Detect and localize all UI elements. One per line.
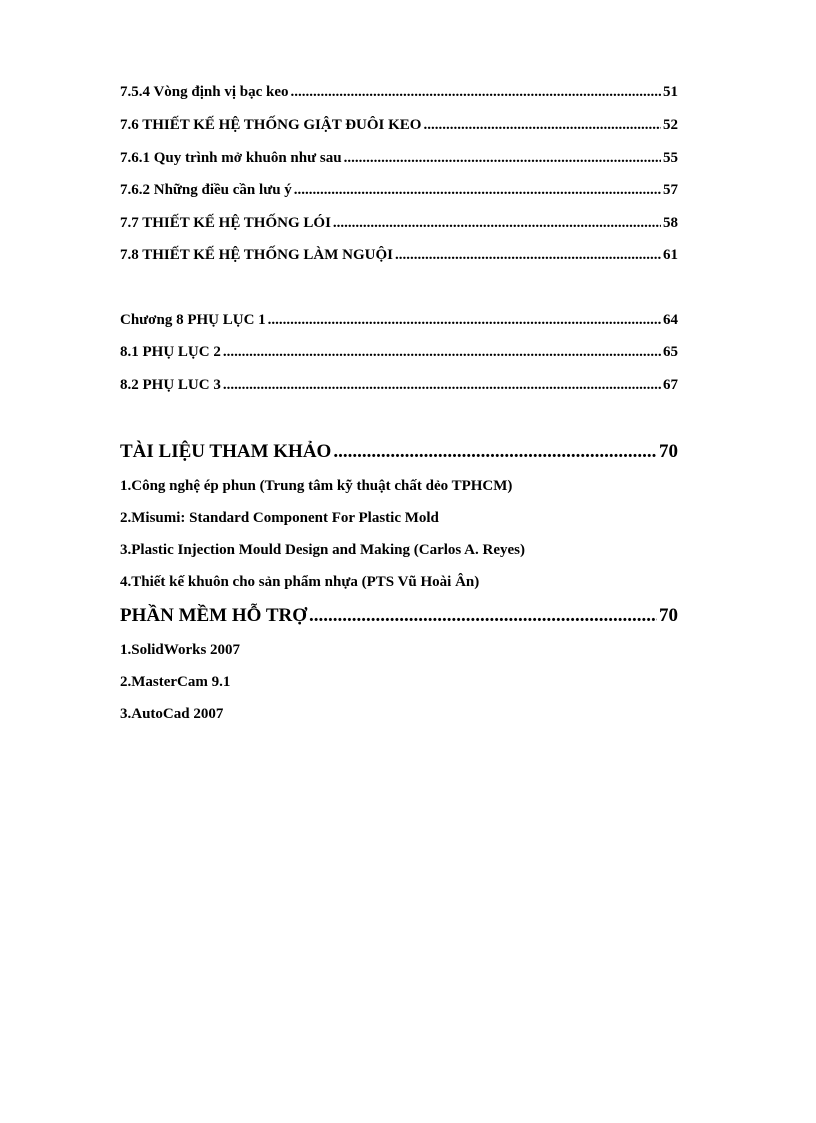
toc-entry-label: 7.7 THIẾT KẾ HỆ THỐNG LÓI xyxy=(120,215,331,231)
toc-leader-dots xyxy=(268,312,661,329)
reference-item: 1.Công nghệ ép phun (Trung tâm kỹ thuật chất dẻo TPHCM) xyxy=(120,478,513,494)
toc-entry-references[interactable] xyxy=(120,441,678,463)
toc-entry-label: TÀI LIỆU THAM KHẢO xyxy=(120,441,332,462)
toc-leader-dots xyxy=(291,84,661,101)
toc-entry-page: 64 xyxy=(663,312,678,328)
toc-entry[interactable] xyxy=(120,312,678,329)
toc-leader-dots xyxy=(223,377,661,394)
toc-entry[interactable] xyxy=(120,84,678,101)
reference-item: 2.Misumi: Standard Component For Plastic Mold xyxy=(120,510,439,526)
toc-entry-page: 61 xyxy=(663,247,678,263)
toc-entry-page: 52 xyxy=(663,117,678,133)
toc-entry-page: 67 xyxy=(663,377,678,393)
software-item: 1.SolidWorks 2007 xyxy=(120,642,241,658)
toc-entry-label: 7.5.4 Vòng định vị bạc keo xyxy=(120,84,289,100)
toc-leader-dots xyxy=(344,150,661,167)
reference-item: 3.Plastic Injection Mould Design and Making (Carlos A. Reyes) xyxy=(120,542,525,558)
toc-entry-page: 70 xyxy=(659,441,678,462)
toc-entry[interactable] xyxy=(120,215,678,232)
toc-entry-label: Chương 8 PHỤ LỤC 1 xyxy=(120,312,266,328)
toc-leader-dots xyxy=(395,247,661,264)
toc-entry-page: 65 xyxy=(663,344,678,360)
toc-leader-dots xyxy=(309,605,657,627)
toc-entry-page: 55 xyxy=(663,150,678,166)
software-item: 2.MasterCam 9.1 xyxy=(120,674,231,690)
toc-leader-dots xyxy=(333,441,657,463)
toc-entry[interactable] xyxy=(120,182,678,199)
toc-leader-dots xyxy=(294,182,661,199)
toc-entry-label: 7.6.1 Quy trình mở khuôn như sau xyxy=(120,150,342,166)
toc-leader-dots xyxy=(333,215,661,232)
toc-entry[interactable] xyxy=(120,150,678,167)
toc-entry[interactable] xyxy=(120,117,678,134)
toc-entry-label: 8.2 PHỤ LUC 3 xyxy=(120,377,221,393)
toc-entry-label: 8.1 PHỤ LỤC 2 xyxy=(120,344,221,360)
toc-leader-dots xyxy=(423,117,661,134)
toc-entry-page: 51 xyxy=(663,84,678,100)
toc-entry[interactable] xyxy=(120,377,678,394)
toc-entry-page: 58 xyxy=(663,215,678,231)
toc-entry-label: PHẦN MỀM HỖ TRỢ xyxy=(120,605,308,626)
toc-leader-dots xyxy=(223,344,661,361)
toc-entry[interactable] xyxy=(120,247,678,264)
toc-entry-page: 57 xyxy=(663,182,678,198)
reference-item: 4.Thiết kế khuôn cho sản phẩm nhựa (PTS Vũ Hoài Ân) xyxy=(120,574,480,590)
toc-entry[interactable] xyxy=(120,344,678,361)
toc-entry-label: 7.8 THIẾT KẾ HỆ THỐNG LÀM NGUỘI xyxy=(120,247,393,263)
toc-entry-page: 70 xyxy=(659,605,678,626)
software-item: 3.AutoCad 2007 xyxy=(120,706,224,722)
toc-entry-label: 7.6 THIẾT KẾ HỆ THỐNG GIẬT ĐUÔI KEO xyxy=(120,117,422,133)
toc-entry-label: 7.6.2 Những điều cần lưu ý xyxy=(120,182,292,198)
toc-entry-software[interactable] xyxy=(120,605,678,627)
